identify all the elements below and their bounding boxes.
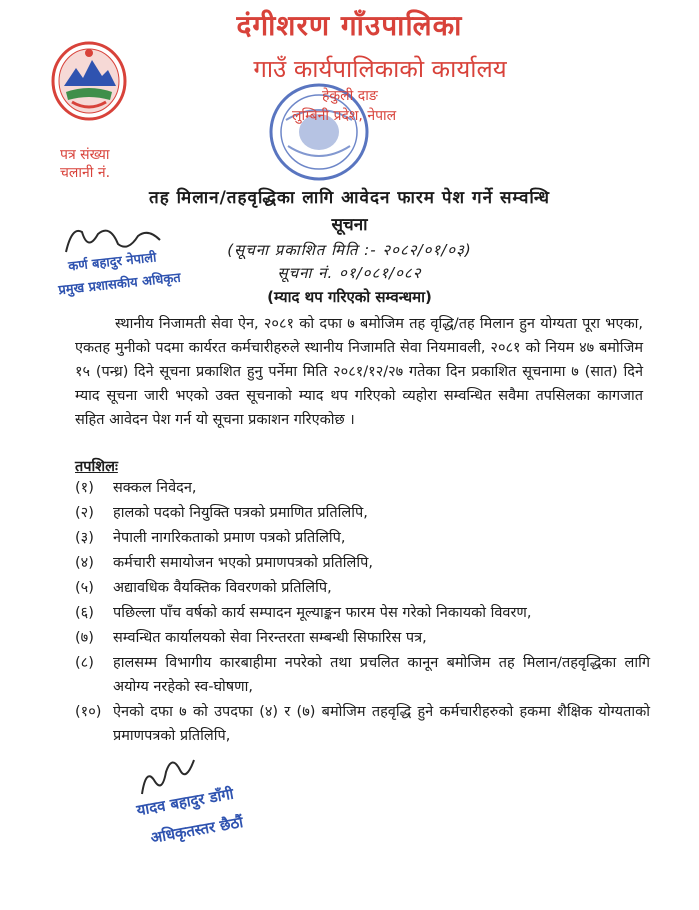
list-item (75, 576, 650, 600)
item-text: अद्यावधिक वैयक्तिक विवरणको प्रतिलिपि, (113, 580, 332, 596)
item-number: (८) (75, 655, 94, 671)
dispatch-number-label: चलानी नं. (60, 165, 111, 181)
item-text: हालको पदको नियुक्ति पत्रको प्रमाणित प्रतिलिपि, (113, 505, 368, 521)
municipality-name: दंगीशरण गाँउपालिका (236, 9, 463, 42)
notice-title: तह मिलान/तहवृद्धिका लागि आवेदन फारम पेश गर्ने सम्वन्धि (149, 188, 550, 208)
letter-number-label: पत्र संख्या (60, 147, 110, 163)
item-text: हालसम्म विभागीय कारबाहीमा नपरेको तथा प्रचलित कानून बमोजिम तह मिलान/तहवृद्धिका लागि अयोग्य नरहेको स्व-घोषणा, (113, 655, 650, 695)
list-item (75, 700, 650, 748)
list-item (75, 501, 650, 525)
item-number: (४) (75, 555, 94, 571)
item-number: (३) (75, 530, 94, 546)
item-number: (७) (75, 630, 94, 646)
address-line-1: हेकुली दाङ (322, 88, 378, 104)
publish-date: (सूचना प्रकाशित मिति :- २०८२/०१/०३) (227, 241, 472, 259)
item-number: (५) (75, 580, 94, 596)
item-text: सक्कल निवेदन, (113, 480, 197, 496)
item-text: सम्वन्धित कार्यालयको सेवा निरन्तरता सम्बन्धी सिफारिस पत्र, (113, 630, 427, 646)
item-number: (२) (75, 505, 94, 521)
item-number: (१) (75, 480, 94, 496)
list-item (75, 601, 650, 625)
notice-number: सूचना नं. ०१/०८१/०८२ (277, 264, 422, 282)
officer-signature (136, 750, 336, 860)
list-item (75, 526, 650, 550)
cao-name: कर्ण बहादुर नेपाली (67, 250, 158, 275)
list-item (75, 651, 650, 699)
list-item (75, 551, 650, 575)
officer-name: यादव बहादुर डाँगी (135, 784, 235, 820)
officer-title: अधिकृतस्तर छैठौं (149, 813, 245, 847)
notice-subtitle: सूचना (331, 215, 368, 235)
tapasil-heading: तपशिलः (75, 459, 118, 475)
office-name: गाउँ कार्यपालिकाको कार्यालय (253, 55, 507, 83)
cao-title: प्रमुख प्रशासकीय अधिकृत (57, 270, 182, 299)
item-text: नेपाली नागरिकताको प्रमाण पत्रको प्रतिलिपि, (113, 530, 346, 546)
item-number: (१०) (75, 704, 102, 720)
list-item (75, 626, 650, 650)
nepal-emblem-icon (50, 40, 128, 122)
address-line-2: लुम्बिनी प्रदेश, नेपाल (292, 108, 397, 124)
item-number: (६) (75, 605, 94, 621)
cao-signature (58, 222, 188, 302)
item-text: कर्मचारी समायोजन भएको प्रमाणपत्रको प्रतिलिपि, (113, 555, 373, 571)
document-list (75, 476, 650, 749)
extension-note: (म्याद थप गरिएको सम्वन्धमा) (267, 288, 432, 306)
list-item (75, 476, 650, 500)
item-text: ऐनको दफा ७ को उपदफा (४) र (७) बमोजिम तहवृद्धि हुने कर्मचारीहरुको हकमा शैक्षिक योग्यताको प्रमाणपत्रको प्रतिलिपि, (113, 704, 650, 744)
item-text: पछिल्ला पाँच वर्षको कार्य सम्पादन मूल्याङ्कन फारम पेस गरेको निकायको विवरण, (113, 605, 532, 621)
notice-body: स्थानीय निजामती सेवा ऐन, २०८१ को दफा ७ बमोजिम तह वृद्धि/तह मिलान हुन योग्यता पूरा भएका, एकतह मुनीको पदमा कार्यरत कर्मचारीहरुले स्थानीय निजामति सेवा नियमावली, २०८१ को नियम ४७ बमोजिम १५ (पन्ध्र) दिने सूचना प्रकाशित हुनु पर्नेमा मिति २०८१/१२/२७ गतेका दिन प्रकाशित सूचनामा ७ (सात) दिने म्याद सूचना जारी भएको उक्त सूचनाको म्याद थप गरिएको व्यहोरा सम्वन्धित सवैमा तपसिलका कागजात सहित आवेदन पेश गर्न यो सूचना प्रकाशन गरिएकोछ । (75, 316, 643, 428)
